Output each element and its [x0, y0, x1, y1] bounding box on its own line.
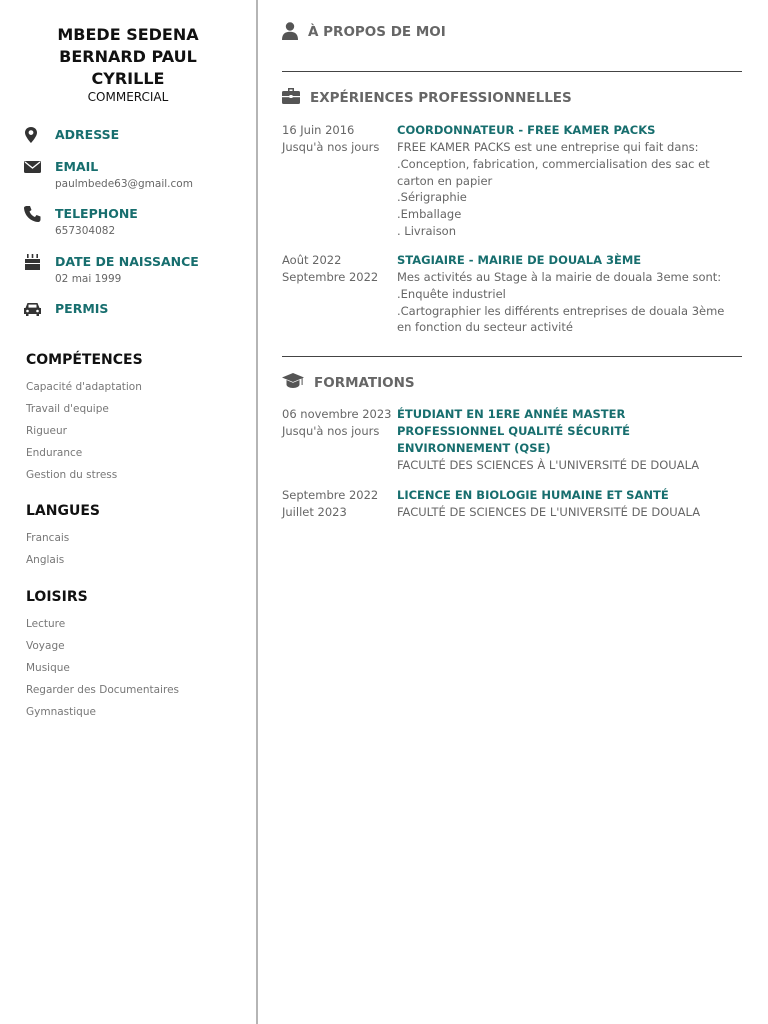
entry-line: .Conception, fabrication, commercialisation des sac et: [397, 156, 710, 171]
graduation-cap-icon: [282, 373, 304, 389]
entry-body: [397, 487, 742, 521]
skills-title: COMPÉTENCES: [26, 352, 143, 368]
entry-line: .Sérigraphie: [397, 190, 467, 205]
briefcase-icon: [282, 88, 300, 104]
entry-line: Mes activités au Stage à la mairie de douala 3eme sont:: [397, 270, 722, 284]
entry-dates: [282, 406, 394, 440]
phone-value[interactable]: 657304082: [55, 225, 116, 237]
date-end: Septembre 2022: [282, 270, 379, 284]
name-line: MBEDE SEDENA: [57, 25, 199, 44]
entry-line: . Livraison: [397, 223, 457, 238]
entry-line: .Emballage: [397, 207, 462, 222]
phone-icon: [24, 206, 42, 222]
birthdate-value: 02 mai 1999: [55, 273, 122, 285]
entry-title-line: LICENCE EN BIOLOGIE HUMAINE ET SANTÉ: [397, 488, 669, 502]
birthday-cake-icon: [24, 254, 42, 270]
hobby-item: Regarder des Documentaires: [26, 684, 179, 696]
hobbies-list: [26, 617, 179, 727]
entry-title: COORDONNATEUR - FREE KAMER PACKS: [397, 123, 656, 137]
section-divider: [282, 71, 742, 72]
license-label: PERMIS: [55, 301, 109, 316]
date-end: Jusqu'à nos jours: [282, 140, 380, 154]
entry-line: .Cartographier les différents entreprises de douala 3ème: [397, 303, 725, 318]
date-end: Jusqu'à nos jours: [282, 424, 380, 438]
car-icon: [24, 301, 42, 317]
entry-line: carton en papier: [397, 173, 493, 188]
map-pin-icon: [24, 127, 42, 143]
email-label: EMAIL: [55, 159, 99, 174]
skill-item: Endurance: [26, 447, 83, 459]
column-divider: [256, 0, 258, 1024]
date-start: Septembre 2022: [282, 488, 379, 502]
email-value[interactable]: paulmbede63@gmail.com: [55, 178, 193, 190]
language-item: Francais: [26, 532, 70, 544]
candidate-name: [0, 24, 256, 90]
entry-body: [397, 406, 742, 474]
entry-body: [397, 122, 742, 240]
education-title: FORMATIONS: [314, 375, 415, 391]
date-start: 16 Juin 2016: [282, 123, 355, 137]
address-label: ADRESSE: [55, 127, 120, 142]
skill-item: Capacité d'adaptation: [26, 381, 142, 393]
entry-dates: [282, 252, 394, 286]
entry-line: FREE KAMER PACKS est une entreprise qui fait dans:: [397, 140, 699, 154]
date-start: 06 novembre 2023: [282, 407, 392, 421]
skill-item: Gestion du stress: [26, 469, 118, 481]
entry-title-line: PROFESSIONNEL QUALITÉ SÉCURITÉ: [397, 424, 631, 438]
sidebar: [0, 0, 256, 1024]
hobby-item: Gymnastique: [26, 706, 96, 718]
phone-label: TELEPHONE: [55, 206, 138, 221]
hobby-item: Voyage: [26, 640, 65, 652]
entry-title-line: ENVIRONNEMENT (QSE): [397, 441, 551, 455]
skills-list: [26, 380, 142, 490]
about-title: À PROPOS DE MOI: [308, 24, 446, 40]
experience-title: EXPÉRIENCES PROFESSIONNELLES: [310, 90, 572, 106]
name-line: CYRILLE: [91, 69, 165, 88]
entry-line: en fonction du secteur activité: [397, 320, 573, 335]
languages-title: LANGUES: [26, 503, 100, 519]
user-icon: [282, 22, 298, 40]
birthdate-label: DATE DE NAISSANCE: [55, 254, 199, 269]
entry-body: [397, 252, 742, 336]
hobby-item: Musique: [26, 662, 70, 674]
job-title: COMMERCIAL: [87, 90, 169, 104]
languages-list: [26, 531, 69, 575]
entry-school: FACULTÉ DES SCIENCES À L'UNIVERSITÉ DE DOUALA: [397, 458, 700, 472]
date-start: Août 2022: [282, 253, 342, 267]
name-line: BERNARD PAUL: [59, 47, 197, 66]
entry-title: STAGIAIRE - MAIRIE DE DOUALA 3ÈME: [397, 253, 642, 267]
skill-item: Travail d'equipe: [26, 403, 109, 415]
entry-dates: [282, 122, 394, 156]
hobbies-title: LOISIRS: [26, 589, 88, 605]
entry-title-line: ÉTUDIANT EN 1ERE ANNÉE MASTER: [397, 407, 626, 421]
hobby-item: Lecture: [26, 618, 66, 630]
language-item: Anglais: [26, 554, 65, 566]
section-divider: [282, 356, 742, 357]
envelope-icon: [24, 159, 42, 175]
entry-school: FACULTÉ DE SCIENCES DE L'UNIVERSITÉ DE DOUALA: [397, 505, 701, 519]
entry-line: .Enquête industriel: [397, 286, 506, 301]
entry-dates: [282, 487, 394, 521]
skill-item: Rigueur: [26, 425, 67, 437]
date-end: Juillet 2023: [282, 505, 347, 519]
